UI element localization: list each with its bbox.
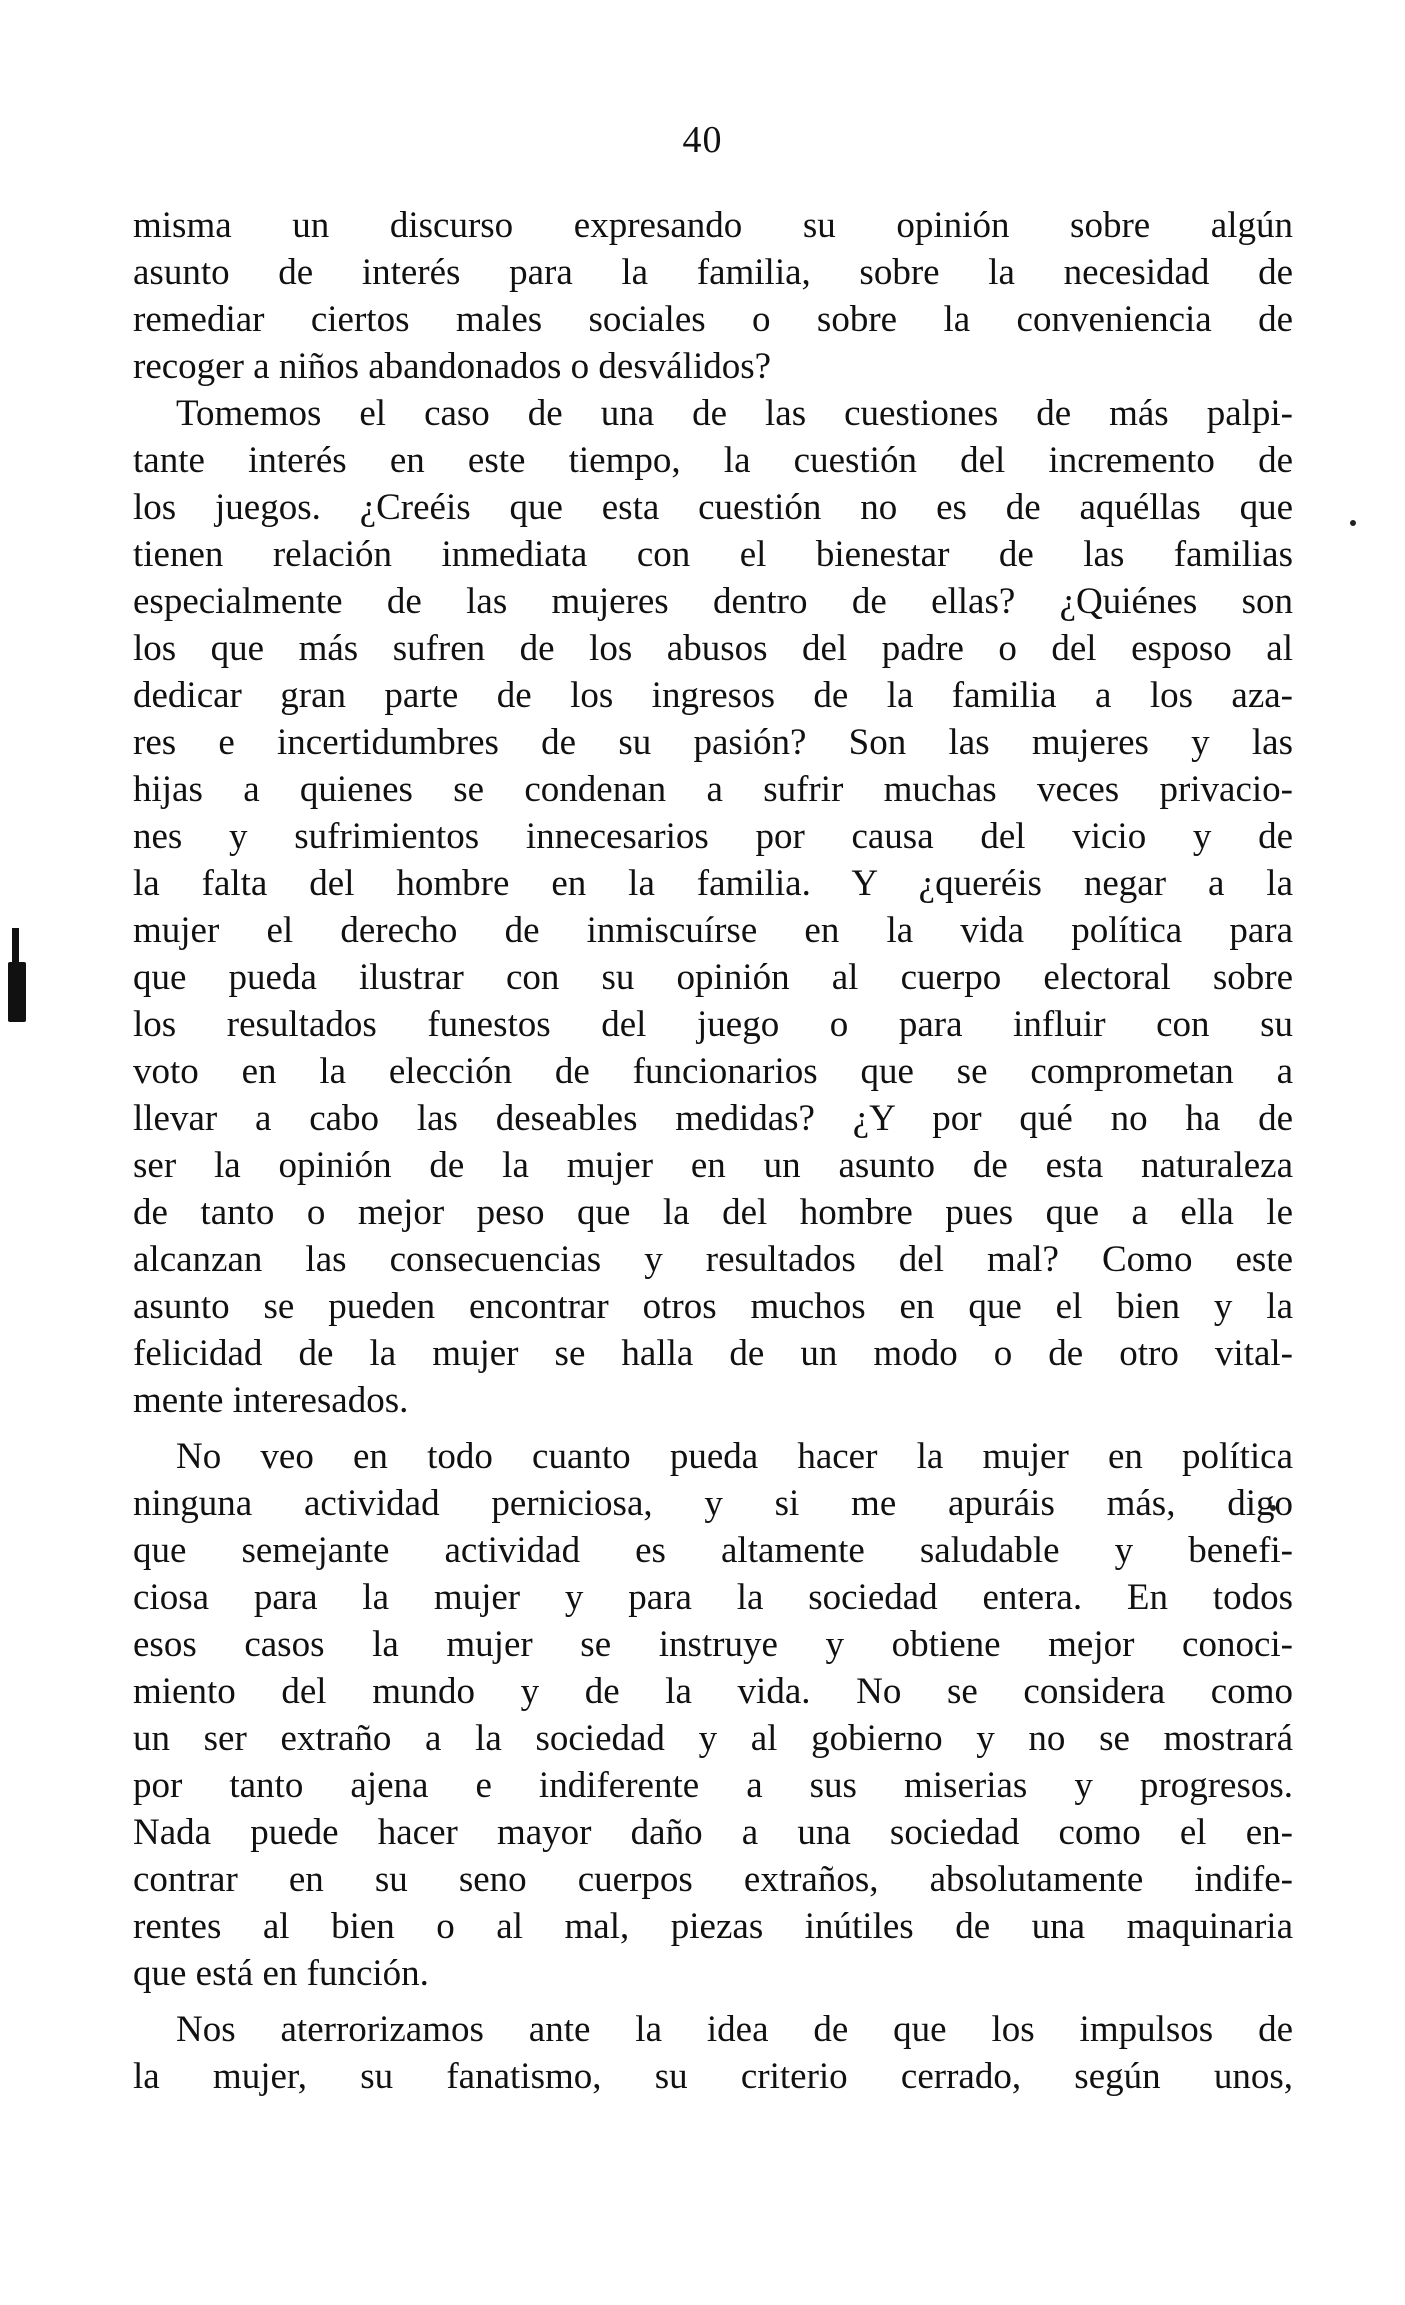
text-line: los juegos. ¿Creéis que esta cuestión no es de aquéllas que [133, 487, 1293, 528]
text-line: hijas a quienes se condenan a sufrir muchas veces privacio- [133, 769, 1293, 810]
text-line: contrar en su seno cuerpos extraños, absolutamente indife- [133, 1859, 1293, 1900]
text-line: res e incertidumbres de su pasión? Son las mujeres y las [133, 722, 1293, 763]
text-line: dedicar gran parte de los ingresos de la familia a los aza- [133, 675, 1293, 716]
text-line: asunto se pueden encontrar otros muchos en que el bien y la [133, 1286, 1293, 1327]
text-line: llevar a cabo las deseables medidas? ¿Y por qué no ha de [133, 1098, 1293, 1139]
text-line: la mujer, su fanatismo, su criterio cerrado, según unos, [133, 2056, 1293, 2097]
text-line: de tanto o mejor peso que la del hombre pues que a ella le [133, 1192, 1293, 1233]
text-line: Tomemos el caso de una de las cuestiones de más palpi- [176, 393, 1293, 434]
text-line: remediar ciertos males sociales o sobre la conveniencia de [133, 299, 1293, 340]
text-line: que está en función. [133, 1953, 429, 1994]
text-line: la falta del hombre en la familia. Y ¿queréis negar a la [133, 863, 1293, 904]
text-line: que semejante actividad es altamente saludable y benefi- [133, 1530, 1293, 1571]
text-line: mujer el derecho de inmiscuírse en la vida política para [133, 910, 1293, 951]
text-line: mente interesados. [133, 1380, 409, 1421]
text-line: esos casos la mujer se instruye y obtiene mejor conoci- [133, 1624, 1293, 1665]
text-line: que pueda ilustrar con su opinión al cuerpo electoral sobre [133, 957, 1293, 998]
text-line: los que más sufren de los abusos del padre o del esposo al [133, 628, 1293, 669]
text-line: tante interés en este tiempo, la cuestión del incremento de [133, 440, 1293, 481]
text-line: Nos aterrorizamos ante la idea de que los impulsos de [176, 2009, 1293, 2050]
text-line: los resultados funestos del juego o para influir con su [133, 1004, 1293, 1045]
text-line: tienen relación inmediata con el bienestar de las familias [133, 534, 1293, 575]
text-line: felicidad de la mujer se halla de un modo o de otro vital- [133, 1333, 1293, 1374]
text-line: recoger a niños abandonados o desválidos? [133, 346, 772, 387]
text-line: ninguna actividad perniciosa, y si me apuráis más, digo [133, 1483, 1293, 1524]
text-line: un ser extraño a la sociedad y al gobierno y no se mostrará [133, 1718, 1293, 1759]
text-line: Nada puede hacer mayor daño a una sociedad como el en- [133, 1812, 1293, 1853]
text-line: nes y sufrimientos innecesarios por causa del vicio y de [133, 816, 1293, 857]
text-line: voto en la elección de funcionarios que se comprometan a [133, 1051, 1293, 1092]
text-line: misma un discurso expresando su opinión sobre algún [133, 205, 1293, 246]
text-line: por tanto ajena e indiferente a sus miserias y progresos. [133, 1765, 1293, 1806]
stray-dot [1350, 520, 1356, 526]
text-line: No veo en todo cuanto pueda hacer la mujer en política [176, 1436, 1293, 1477]
page-number: 40 [682, 119, 723, 161]
text-line: alcanzan las consecuencias y resultados del mal? Como este [133, 1239, 1293, 1280]
text-line: rentes al bien o al mal, piezas inútiles de una maquinaria [133, 1906, 1293, 1947]
text-line: ciosa para la mujer y para la sociedad entera. En todos [133, 1577, 1293, 1618]
text-line: especialmente de las mujeres dentro de ellas? ¿Quiénes son [133, 581, 1293, 622]
text-line: ser la opinión de la mujer en un asunto de esta naturaleza [133, 1145, 1293, 1186]
text-line: asunto de interés para la familia, sobre la necesidad de [133, 252, 1293, 293]
margin-ink-mark [4, 928, 30, 1038]
text-line: miento del mundo y de la vida. No se considera como [133, 1671, 1293, 1712]
